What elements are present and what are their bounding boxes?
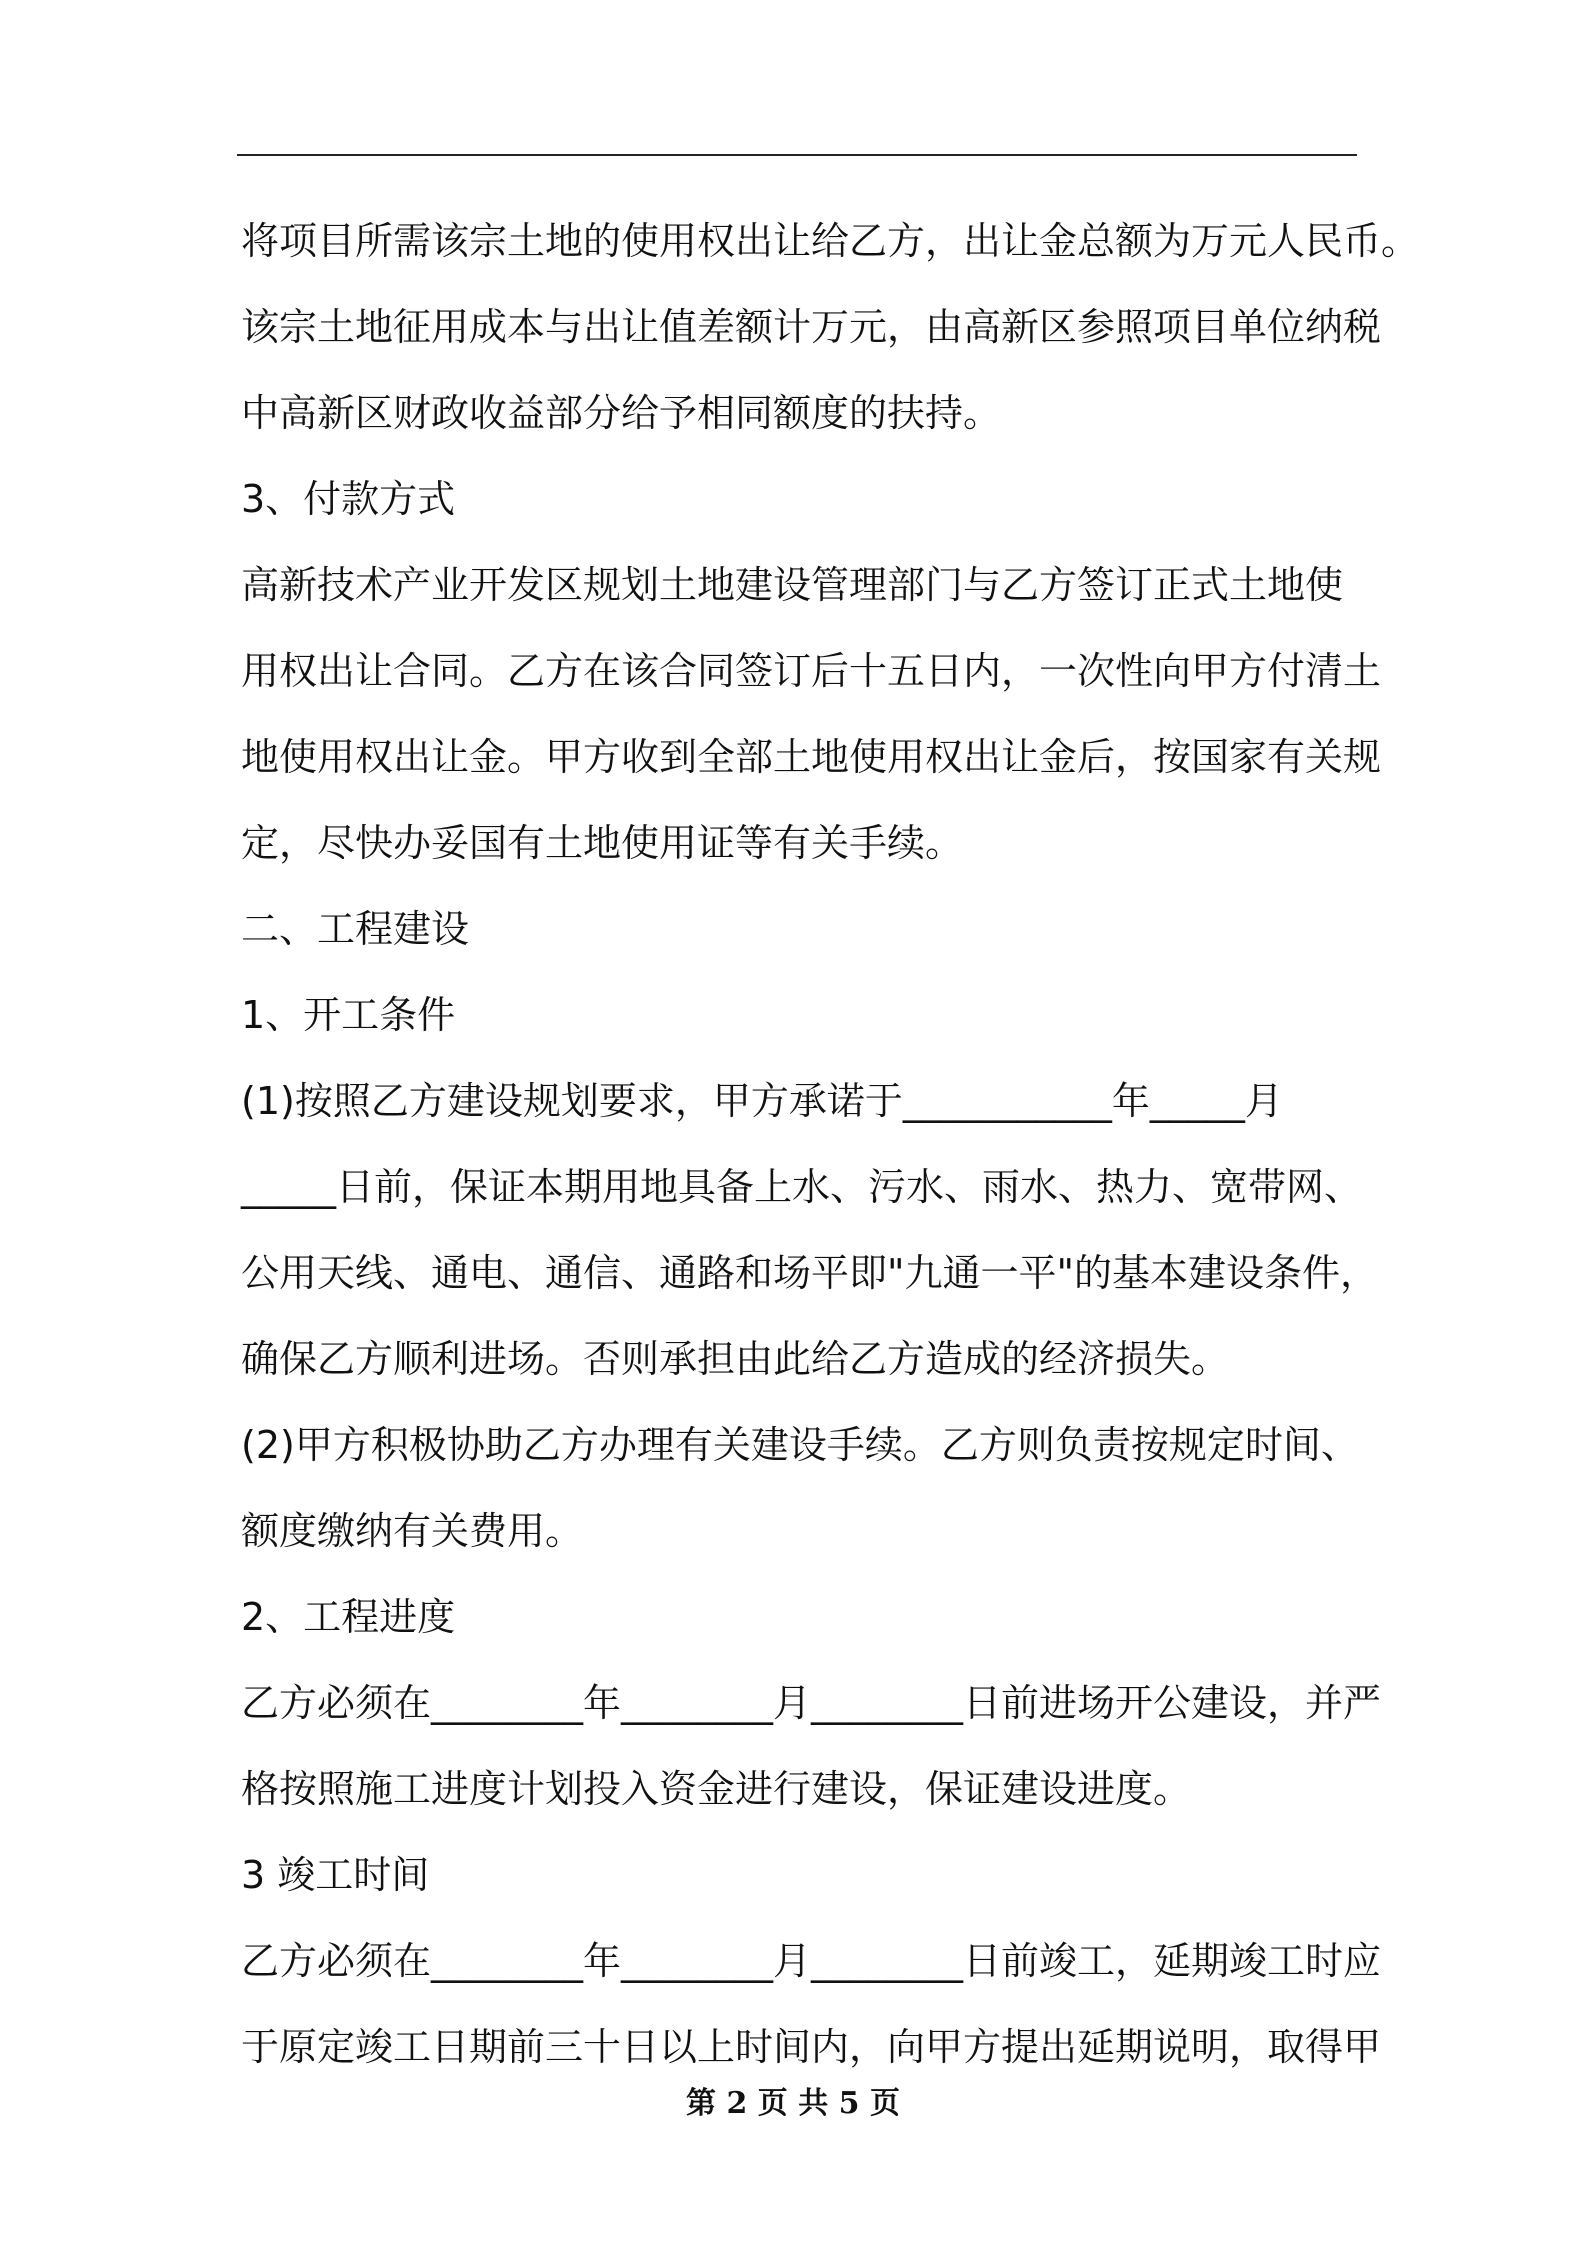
section-heading: 3、付款方式 [241, 477, 456, 521]
section-heading: 二、工程建设 [241, 907, 470, 951]
section-heading: 1、开工条件 [241, 993, 456, 1037]
body-line: 定，尽快办妥国有土地使用证等有关手续。 [241, 821, 964, 865]
body-line: (1)按照乙方建设规划要求，甲方承诺于___________年_____月 [241, 1079, 1283, 1123]
body-line: 将项目所需该宗土地的使用权出让给乙方，出让金总额为万元人民币。 [241, 219, 1420, 263]
body-line: 于原定竣工日期前三十日以上时间内，向甲方提出延期说明，取得甲 [241, 2025, 1382, 2069]
body-line: _____日前，保证本期用地具备上水、污水、雨水、热力、宽带网、 [241, 1165, 1363, 1209]
body-line: 确保乙方顺利进场。否则承担由此给乙方造成的经济损失。 [241, 1337, 1230, 1381]
body-line: 额度缴纳有关费用。 [241, 1509, 584, 1553]
header-divider [237, 154, 1357, 156]
body-line: 中高新区财政收益部分给予相同额度的扶持。 [241, 391, 1002, 435]
section-heading: 2、工程进度 [241, 1595, 456, 1639]
body-line: 格按照施工进度计划投入资金进行建设，保证建设进度。 [241, 1767, 1192, 1811]
document-body [241, 198, 1420, 2090]
body-line: 地使用权出让金。甲方收到全部土地使用权出让金后，按国家有关规 [241, 735, 1382, 779]
body-line: 公用天线、通电、通信、通路和场平即"九通一平"的基本建设条件， [241, 1251, 1378, 1295]
section-heading: 3 竣工时间 [241, 1853, 430, 1897]
body-line: 用权出让合同。乙方在该合同签订后十五日内，一次性向甲方付清土 [241, 649, 1382, 693]
body-line: 高新技术产业开发区规划土地建设管理部门与乙方签订正式土地使 [241, 563, 1344, 607]
body-line: 乙方必须在________年________月________日前进场开公建设，并严 [241, 1681, 1382, 1725]
body-line: 该宗土地征用成本与出让值差额计万元，由高新区参照项目单位纳税 [241, 305, 1382, 349]
page-number-footer: 第 2 页 共 5 页 [686, 2086, 900, 2121]
body-line: (2)甲方积极协助乙方办理有关建设手续。乙方则负责按规定时间、 [241, 1423, 1359, 1467]
body-line: 乙方必须在________年________月________日前竣工，延期竣工时应 [241, 1939, 1382, 1983]
